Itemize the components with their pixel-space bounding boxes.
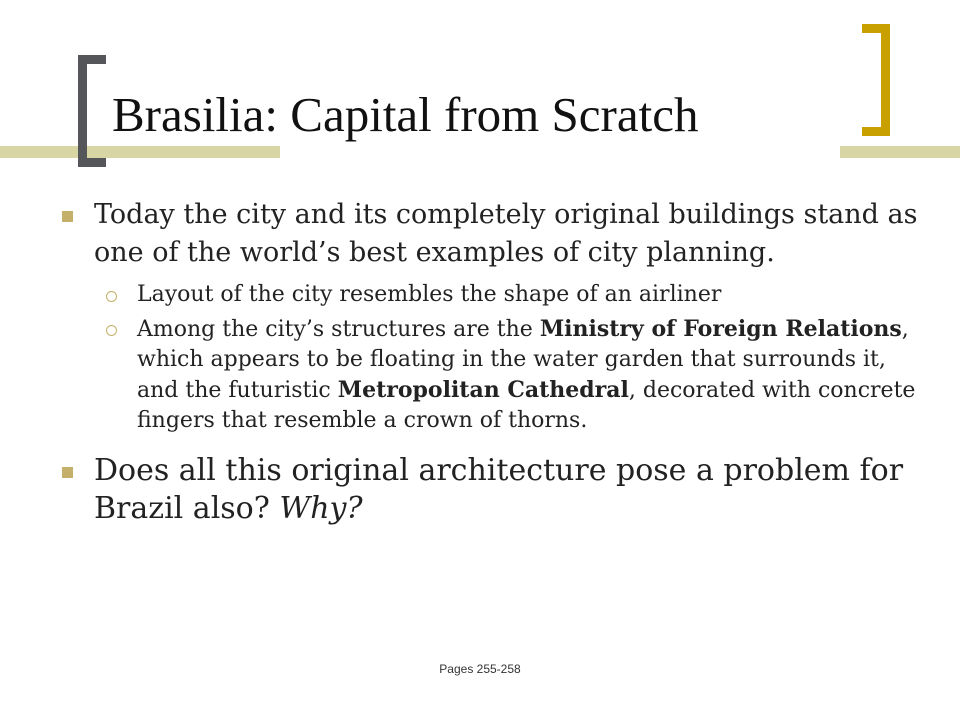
question-why: Why? bbox=[279, 491, 363, 526]
page-reference: Pages 255-258 bbox=[439, 662, 521, 676]
bullet-text: Does all this original architecture pose a problem for Brazil also? bbox=[94, 453, 904, 526]
bullet-item bbox=[60, 196, 920, 272]
bullet-text: Today the city and its completely original buildings stand as one of the world’s best examples of city planning. bbox=[94, 199, 918, 268]
circle-bullet-icon bbox=[106, 325, 117, 336]
sub-bullet-text-part: , decorated with concrete fingers that resemble a crown of thorns. bbox=[137, 378, 916, 433]
sub-bullet-text-part: , which appears to be floating in the water garden that surrounds it, and the futuristic bbox=[137, 317, 909, 403]
sub-bullet-text-part: Among the city’s structures are the bbox=[137, 317, 540, 342]
bullet-item bbox=[60, 452, 920, 528]
square-bullet-icon bbox=[62, 467, 73, 478]
circle-bullet-icon bbox=[106, 291, 117, 302]
title-band-right bbox=[840, 146, 960, 158]
left-bracket-decoration bbox=[78, 55, 106, 167]
slide-body bbox=[60, 196, 920, 528]
sub-bullet-text: Layout of the city resembles the shape of an airliner bbox=[137, 282, 722, 307]
ministry-name: Ministry of Foreign Relations bbox=[539, 316, 902, 342]
cathedral-name: Metropolitan Cathedral bbox=[337, 377, 629, 403]
title-band-left bbox=[0, 146, 280, 158]
slide-title: Brasilia: Capital from Scratch bbox=[112, 87, 699, 142]
square-bullet-icon bbox=[62, 211, 73, 222]
right-bracket-decoration bbox=[862, 24, 890, 136]
sub-bullet-item bbox=[60, 314, 920, 436]
sub-bullet-item bbox=[60, 280, 920, 310]
